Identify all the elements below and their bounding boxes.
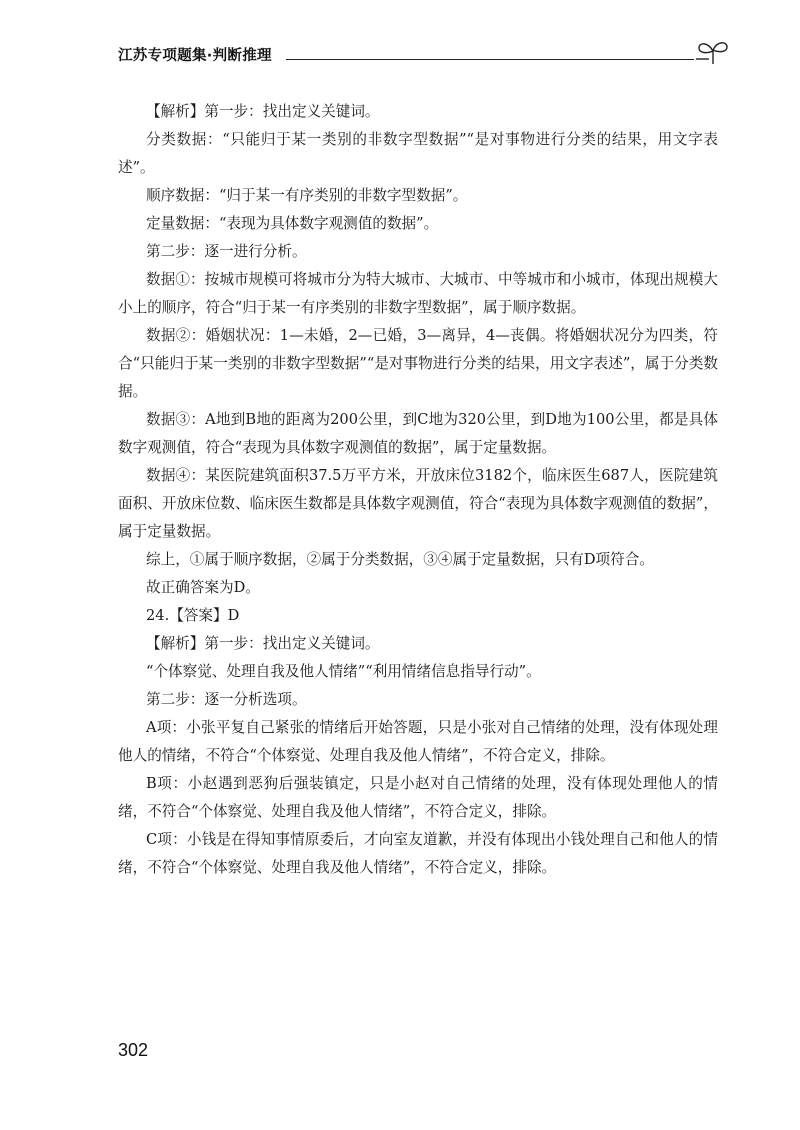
paragraph-option-c: C项：小钱是在得知事情原委后，才向室友道歉，并没有体现出小钱处理自己和他人的情绪，不符合“个体察觉、处理自我及他人情绪”，不符合定义，排除。 [118,831,718,876]
paragraph-data-1: 数据①：按城市规模可将城市分为特大城市、大城市、中等城市和小城市，体现出规模大小上的顺序，符合“归于某一有序类别的非数字型数据”，属于顺序数据。 [118,271,718,316]
paragraph-keywords: “个体察觉、处理自我及他人情绪”“利用情绪信息指导行动”。 [146,663,541,680]
paragraph-step2: 第二步：逐一进行分析。 [146,243,307,260]
header-rule [286,59,694,60]
sprout-icon [696,38,730,66]
paragraph-analysis-24-step1: 【解析】第一步：找出定义关键词。 [146,635,380,652]
paragraph-summary: 综上，①属于顺序数据，②属于分类数据，③④属于定量数据，只有D项符合。 [146,551,654,568]
paragraph-analysis-step1: 【解析】第一步：找出定义关键词。 [146,103,380,120]
paragraph-question-24-answer: 24.【答案】D [146,607,240,624]
paragraph-option-a: A项：小张平复自己紧张的情绪后开始答题，只是小张对自己情绪的处理，没有体现处理他人的情绪，不符合“个体察觉、处理自我及他人情绪”，不符合定义，排除。 [118,719,718,764]
page-header [118,38,730,68]
paragraph-step2-options: 第二步：逐一分析选项。 [146,691,307,708]
paragraph-quantitative-data: 定量数据：“表现为具体数字观测值的数据”。 [146,215,439,232]
paragraph-data-3: 数据③：A地到B地的距离为200公里，到C地为320公里，到D地为100公里，都是具体数字观测值，符合“表现为具体数字观测值的数据”，属于定量数据。 [118,411,718,456]
paragraph-ordinal-data: 顺序数据：“归于某一有序类别的非数字型数据”。 [146,187,468,204]
paragraph-data-2: 数据②：婚姻状况：1—未婚，2—已婚，3—离异，4—丧偶。将婚姻状况分为四类，符合“只能归于某一类别的非数字型数据”“是对事物进行分类的结果，用文字表述”，属于分类数据。 [118,327,718,400]
main-content [118,98,718,882]
paragraph-data-4: 数据④：某医院建筑面积37.5万平方米，开放床位3182个，临床医生687人，医院建筑面积、开放床位数、临床医生数都是具体数字观测值，符合“表现为具体数字观测值的数据”，属于定量数据。 [118,467,718,540]
paragraph-correct-answer: 故正确答案为D。 [146,579,260,596]
header-title: 江苏专项题集·判断推理 [118,48,272,64]
paragraph-classification-data: 分类数据：“只能归于某一类别的非数字型数据”“是对事物进行分类的结果，用文字表述”。 [118,131,718,176]
page-number: 302 [118,1040,149,1060]
paragraph-option-b: B项：小赵遇到恶狗后强装镇定，只是小赵对自己情绪的处理，没有体现处理他人的情绪，不符合“个体察觉、处理自我及他人情绪”，不符合定义，排除。 [118,775,718,820]
